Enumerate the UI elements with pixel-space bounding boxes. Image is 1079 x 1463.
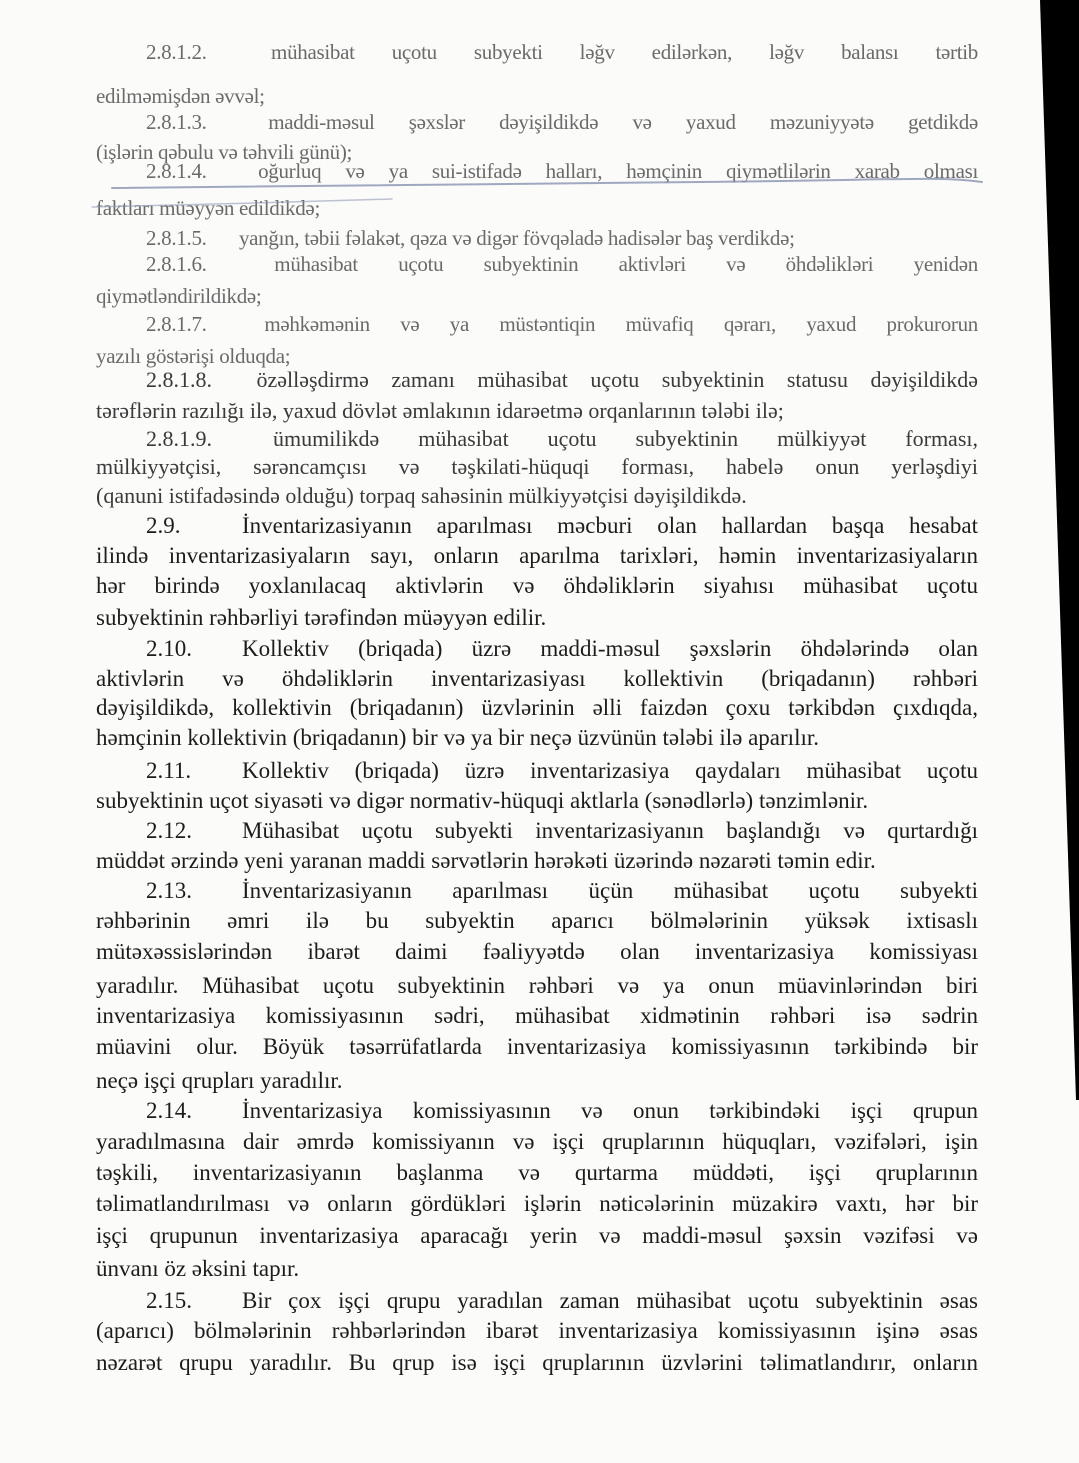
paragraph-line: 2.11. Kollektiv (briqada) üzrə inventarizasiya qaydaları mühasibat uçotu	[146, 758, 978, 783]
paragraph-line: müddət ərzində yeni yaranan maddi sərvətlərin hərəkəti üzərində nəzarəti təmin edir.	[96, 848, 876, 873]
paragraph-number: 2.15.	[146, 1288, 192, 1313]
paragraph-line: subyektinin rəhbərliyi tərəfindən müəyyən edilir.	[96, 605, 547, 630]
paragraph-line: subyektinin uçot siyasəti və digər normativ-hüquqi aktlarla (sənədlərlə) tənzimlənir.	[96, 788, 869, 813]
paragraph-number: 2.8.1.2.	[146, 40, 207, 64]
paragraph-number: 2.8.1.7.	[146, 312, 207, 336]
paragraph-number: 2.8.1.6.	[146, 252, 207, 276]
paragraph-line: 2.9. İnventarizasiyanın aparılması məcburi olan hallardan başqa hesabat	[146, 513, 978, 538]
paragraph-line: neçə işçi qrupları yaradılır.	[96, 1068, 343, 1093]
paragraph-line: müavini olur. Böyük təsərrüfatlarda inventarizasiya komissiyasının tərkibində bir	[96, 1034, 978, 1059]
paragraph-line: 2.8.1.3. maddi-məsul şəxslər dəyişildikdə və yaxud məzuniyyətə getdikdə	[146, 110, 978, 134]
paragraph-line: həmçinin kollektivin (briqadanın) bir və ya bir neçə üzvünün tələbi ilə aparılır.	[96, 725, 819, 750]
paragraph-line: tərəflərin razılığı ilə, yaxud dövlət əmlakının idarəetmə orqanlarının tələbi ilə;	[96, 398, 784, 423]
paragraph-number: 2.9.	[146, 513, 181, 538]
paragraph-line: 2.12. Mühasibat uçotu subyekti inventarizasiyanın başlandığı və qurtardığı	[146, 818, 978, 843]
paragraph-number: 2.8.1.3.	[146, 110, 207, 134]
paragraph-line: qiymətləndirildikdə;	[96, 284, 262, 308]
paragraph-line: aktivlərin və öhdəliklərin inventarizasiyası kollektivin (briqadanın) rəhbəri	[96, 666, 978, 691]
paragraph-line: (aparıcı) bölmələrinin rəhbərlərindən ibarət inventarizasiya komissiyasının işinə əsas	[96, 1318, 978, 1343]
paragraph-number: 2.12.	[146, 818, 192, 843]
paragraph-number: 2.8.1.8.	[146, 367, 212, 392]
paragraph-line: hər birində yoxlanılacaq aktivlərin və öhdəliklərin siyahısı mühasibat uçotu	[96, 573, 978, 598]
paragraph-line: yaradılır. Mühasibat uçotu subyektinin rəhbəri və ya onun müavinlərindən biri	[96, 973, 978, 998]
paragraph-line: mütəxəssislərindən ibarət daimi fəaliyyətdə olan inventarizasiya komissiyası	[96, 939, 978, 964]
paragraph-line: (işlərin qəbulu və təhvili günü);	[96, 140, 353, 164]
paragraph-line: 2.8.1.9. ümumilikdə mühasibat uçotu subyektinin mülkiyyət forması,	[146, 426, 978, 451]
paragraph-line: nəzarət qrupu yaradılır. Bu qrup isə işçi qruplarının üzvlərini təlimatlandırır, onların	[96, 1350, 978, 1375]
paragraph-line: edilməmişdən əvvəl;	[96, 84, 265, 108]
paragraph-number: 2.8.1.5.	[146, 226, 207, 250]
paragraph-line: yaradılmasına dair əmrdə komissiyanın və işçi qruplarının hüquqları, vəzifələri, işin	[96, 1129, 978, 1154]
paragraph-line: 2.8.1.7. məhkəmənin və ya müstəntiqin müvafiq qərarı, yaxud prokurorun	[146, 312, 978, 336]
paragraph-line: 2.8.1.8. özəlləşdirmə zamanı mühasibat uçotu subyektinin statusu dəyişildikdə	[146, 367, 978, 392]
paragraph-number: 2.8.1.4.	[146, 159, 207, 183]
paragraph-line: yazılı göstərişi olduqda;	[96, 344, 291, 368]
scanner-edge-shadow	[1040, 0, 1079, 1100]
paragraph-line: işçi qrupunun inventarizasiya aparacağı yerin və maddi-məsul şəxsin vəzifəsi və	[96, 1223, 978, 1248]
paragraph-line: inventarizasiya komissiyasının sədri, mühasibat xidmətinin rəhbəri isə sədrin	[96, 1003, 978, 1028]
paragraph-line: təşkili, inventarizasiyanın başlanma və qurtarma müddəti, işçi qruplarının	[96, 1160, 978, 1185]
paragraph-number: 2.13.	[146, 878, 192, 903]
paragraph-line: ilində inventarizasiyaların sayı, onların aparılma tarixləri, həmin inventarizasiyaların	[96, 543, 978, 568]
paragraph-number: 2.14.	[146, 1098, 192, 1123]
paragraph-line: 2.14. İnventarizasiya komissiyasının və onun tərkibindəki işçi qrupun	[146, 1098, 978, 1123]
paragraph-line: rəhbərinin əmri ilə bu subyektin aparıcı bölmələrinin yüksək ixtisaslı	[96, 908, 978, 933]
paragraph-line: faktları müəyyən edildikdə;	[96, 196, 320, 220]
paragraph-line: 2.13. İnventarizasiyanın aparılması üçün mühasibat uçotu subyekti	[146, 878, 978, 903]
paragraph-line: dəyişildikdə, kollektivin (briqadanın) üzvlərinin əlli faizdən çoxu tərkibdən çıxdıqda,	[96, 695, 978, 720]
paragraph-number: 2.8.1.9.	[146, 426, 212, 451]
paragraph-line: 2.8.1.2. mühasibat uçotu subyekti ləğv edilərkən, ləğv balansı tərtib	[146, 40, 979, 64]
paragraph-number: 2.10.	[146, 636, 192, 661]
paragraph-line: 2.10. Kollektiv (briqada) üzrə maddi-məsul şəxslərin öhdələrində olan	[146, 636, 978, 661]
paragraph-line: 2.8.1.4. oğurluq və ya sui-istifadə halları, həmçinin qiymətlilərin xarab olması	[146, 159, 979, 183]
paragraph-line: 2.8.1.6. mühasibat uçotu subyektinin aktivləri və öhdəlikləri yenidən	[146, 252, 979, 276]
paragraph-line: mülkiyyətçisi, sərəncamçısı və təşkilati-hüquqi forması, habelə onun yerləşdiyi	[96, 454, 978, 479]
paragraph-line: ünvanı öz əksini tapır.	[96, 1256, 300, 1281]
paragraph-line: 2.8.1.5. yanğın, təbii fəlakət, qəza və digər fövqəladə hadisələr baş verdikdə;	[146, 226, 795, 250]
paragraph-line: (qanuni istifadəsində olduğu) torpaq sahəsinin mülkiyyətçisi dəyişildikdə.	[96, 483, 747, 508]
paragraph-line: 2.15. Bir çox işçi qrupu yaradılan zaman mühasibat uçotu subyektinin əsas	[146, 1288, 978, 1313]
paragraph-line: təlimatlandırılması və onların gördükləri işlərin nəticələrinin müzakirə vaxtı, hər bir	[96, 1191, 978, 1216]
paragraph-number: 2.11.	[146, 758, 192, 783]
